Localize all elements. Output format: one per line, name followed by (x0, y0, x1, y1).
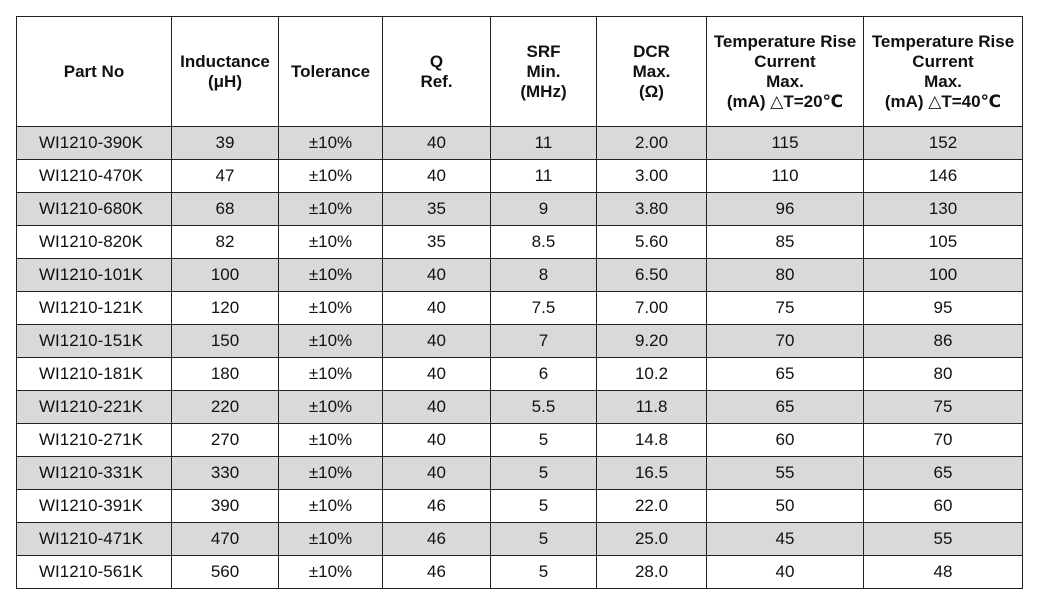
cell-part-no: WI1210-391K (17, 490, 172, 523)
cell-temp-rise-20: 45 (707, 523, 864, 556)
table-row (17, 391, 1023, 424)
cell-part-no: WI1210-121K (17, 292, 172, 325)
cell-dcr-max: 6.50 (597, 259, 707, 292)
cell-inductance: 270 (172, 424, 279, 457)
cell-tolerance: ±10% (279, 358, 383, 391)
cell-part-no: WI1210-181K (17, 358, 172, 391)
cell-temp-rise-20: 110 (707, 160, 864, 193)
cell-temp-rise-20: 75 (707, 292, 864, 325)
cell-srf-min: 6 (491, 358, 597, 391)
cell-srf-min: 5 (491, 457, 597, 490)
header-temp-rise-40: Temperature Rise Current Max. (mA) △T=40℃ (864, 17, 1023, 127)
cell-tolerance: ±10% (279, 292, 383, 325)
cell-temp-rise-40: 65 (864, 457, 1023, 490)
spec-table (16, 16, 1023, 589)
cell-dcr-max: 9.20 (597, 325, 707, 358)
cell-dcr-max: 28.0 (597, 556, 707, 589)
cell-part-no: WI1210-561K (17, 556, 172, 589)
cell-temp-rise-20: 50 (707, 490, 864, 523)
cell-inductance: 180 (172, 358, 279, 391)
cell-q-ref: 40 (383, 391, 491, 424)
cell-tolerance: ±10% (279, 259, 383, 292)
cell-temp-rise-20: 65 (707, 358, 864, 391)
cell-temp-rise-20: 65 (707, 391, 864, 424)
table-body (17, 127, 1023, 589)
cell-srf-min: 5 (491, 556, 597, 589)
cell-inductance: 330 (172, 457, 279, 490)
cell-temp-rise-20: 96 (707, 193, 864, 226)
table-row (17, 457, 1023, 490)
cell-dcr-max: 3.00 (597, 160, 707, 193)
cell-temp-rise-20: 85 (707, 226, 864, 259)
cell-temp-rise-40: 152 (864, 127, 1023, 160)
cell-inductance: 470 (172, 523, 279, 556)
cell-temp-rise-40: 105 (864, 226, 1023, 259)
cell-part-no: WI1210-390K (17, 127, 172, 160)
cell-srf-min: 7 (491, 325, 597, 358)
cell-tolerance: ±10% (279, 490, 383, 523)
cell-dcr-max: 16.5 (597, 457, 707, 490)
cell-temp-rise-20: 115 (707, 127, 864, 160)
cell-q-ref: 40 (383, 457, 491, 490)
table-row (17, 325, 1023, 358)
cell-tolerance: ±10% (279, 523, 383, 556)
cell-q-ref: 40 (383, 358, 491, 391)
cell-srf-min: 5 (491, 424, 597, 457)
cell-dcr-max: 2.00 (597, 127, 707, 160)
cell-temp-rise-40: 86 (864, 325, 1023, 358)
cell-part-no: WI1210-271K (17, 424, 172, 457)
cell-inductance: 68 (172, 193, 279, 226)
cell-temp-rise-40: 60 (864, 490, 1023, 523)
cell-inductance: 39 (172, 127, 279, 160)
cell-dcr-max: 25.0 (597, 523, 707, 556)
table-row (17, 160, 1023, 193)
cell-tolerance: ±10% (279, 193, 383, 226)
table-row (17, 523, 1023, 556)
cell-part-no: WI1210-101K (17, 259, 172, 292)
cell-temp-rise-20: 60 (707, 424, 864, 457)
header-tolerance: Tolerance (279, 17, 383, 127)
cell-inductance: 82 (172, 226, 279, 259)
cell-srf-min: 5 (491, 490, 597, 523)
table-row (17, 424, 1023, 457)
cell-srf-min: 5 (491, 523, 597, 556)
cell-inductance: 220 (172, 391, 279, 424)
cell-temp-rise-40: 75 (864, 391, 1023, 424)
cell-dcr-max: 22.0 (597, 490, 707, 523)
cell-temp-rise-40: 130 (864, 193, 1023, 226)
table-row (17, 226, 1023, 259)
table-row (17, 292, 1023, 325)
cell-inductance: 47 (172, 160, 279, 193)
cell-dcr-max: 14.8 (597, 424, 707, 457)
cell-inductance: 120 (172, 292, 279, 325)
cell-temp-rise-20: 80 (707, 259, 864, 292)
cell-srf-min: 11 (491, 160, 597, 193)
cell-tolerance: ±10% (279, 391, 383, 424)
cell-q-ref: 40 (383, 325, 491, 358)
header-part-no: Part No (17, 17, 172, 127)
cell-temp-rise-40: 95 (864, 292, 1023, 325)
cell-srf-min: 8 (491, 259, 597, 292)
cell-dcr-max: 5.60 (597, 226, 707, 259)
cell-q-ref: 40 (383, 259, 491, 292)
cell-inductance: 100 (172, 259, 279, 292)
cell-dcr-max: 7.00 (597, 292, 707, 325)
cell-q-ref: 40 (383, 424, 491, 457)
cell-q-ref: 46 (383, 490, 491, 523)
cell-srf-min: 9 (491, 193, 597, 226)
table-row (17, 556, 1023, 589)
cell-part-no: WI1210-331K (17, 457, 172, 490)
cell-srf-min: 5.5 (491, 391, 597, 424)
header-inductance: Inductance (μH) (172, 17, 279, 127)
cell-temp-rise-40: 80 (864, 358, 1023, 391)
cell-part-no: WI1210-151K (17, 325, 172, 358)
cell-q-ref: 46 (383, 523, 491, 556)
cell-part-no: WI1210-221K (17, 391, 172, 424)
cell-q-ref: 40 (383, 292, 491, 325)
cell-tolerance: ±10% (279, 325, 383, 358)
cell-part-no: WI1210-820K (17, 226, 172, 259)
cell-part-no: WI1210-470K (17, 160, 172, 193)
cell-tolerance: ±10% (279, 424, 383, 457)
cell-q-ref: 35 (383, 226, 491, 259)
cell-part-no: WI1210-471K (17, 523, 172, 556)
cell-srf-min: 11 (491, 127, 597, 160)
cell-temp-rise-40: 55 (864, 523, 1023, 556)
cell-srf-min: 8.5 (491, 226, 597, 259)
cell-tolerance: ±10% (279, 556, 383, 589)
header-row (17, 17, 1023, 127)
cell-temp-rise-20: 70 (707, 325, 864, 358)
header-srf-min: SRF Min. (MHz) (491, 17, 597, 127)
header-dcr-max: DCR Max. (Ω) (597, 17, 707, 127)
cell-part-no: WI1210-680K (17, 193, 172, 226)
cell-temp-rise-20: 55 (707, 457, 864, 490)
cell-q-ref: 40 (383, 160, 491, 193)
cell-dcr-max: 3.80 (597, 193, 707, 226)
cell-temp-rise-40: 146 (864, 160, 1023, 193)
cell-temp-rise-20: 40 (707, 556, 864, 589)
cell-temp-rise-40: 48 (864, 556, 1023, 589)
cell-tolerance: ±10% (279, 226, 383, 259)
table-row (17, 193, 1023, 226)
cell-q-ref: 35 (383, 193, 491, 226)
table-row (17, 358, 1023, 391)
table-row (17, 490, 1023, 523)
cell-temp-rise-40: 100 (864, 259, 1023, 292)
cell-dcr-max: 11.8 (597, 391, 707, 424)
cell-q-ref: 40 (383, 127, 491, 160)
cell-q-ref: 46 (383, 556, 491, 589)
cell-inductance: 150 (172, 325, 279, 358)
header-q-ref: Q Ref. (383, 17, 491, 127)
cell-tolerance: ±10% (279, 160, 383, 193)
cell-temp-rise-40: 70 (864, 424, 1023, 457)
table-row (17, 127, 1023, 160)
cell-dcr-max: 10.2 (597, 358, 707, 391)
header-temp-rise-20: Temperature Rise Current Max. (mA) △T=20℃ (707, 17, 864, 127)
cell-srf-min: 7.5 (491, 292, 597, 325)
cell-tolerance: ±10% (279, 457, 383, 490)
cell-inductance: 560 (172, 556, 279, 589)
cell-inductance: 390 (172, 490, 279, 523)
table-row (17, 259, 1023, 292)
cell-tolerance: ±10% (279, 127, 383, 160)
